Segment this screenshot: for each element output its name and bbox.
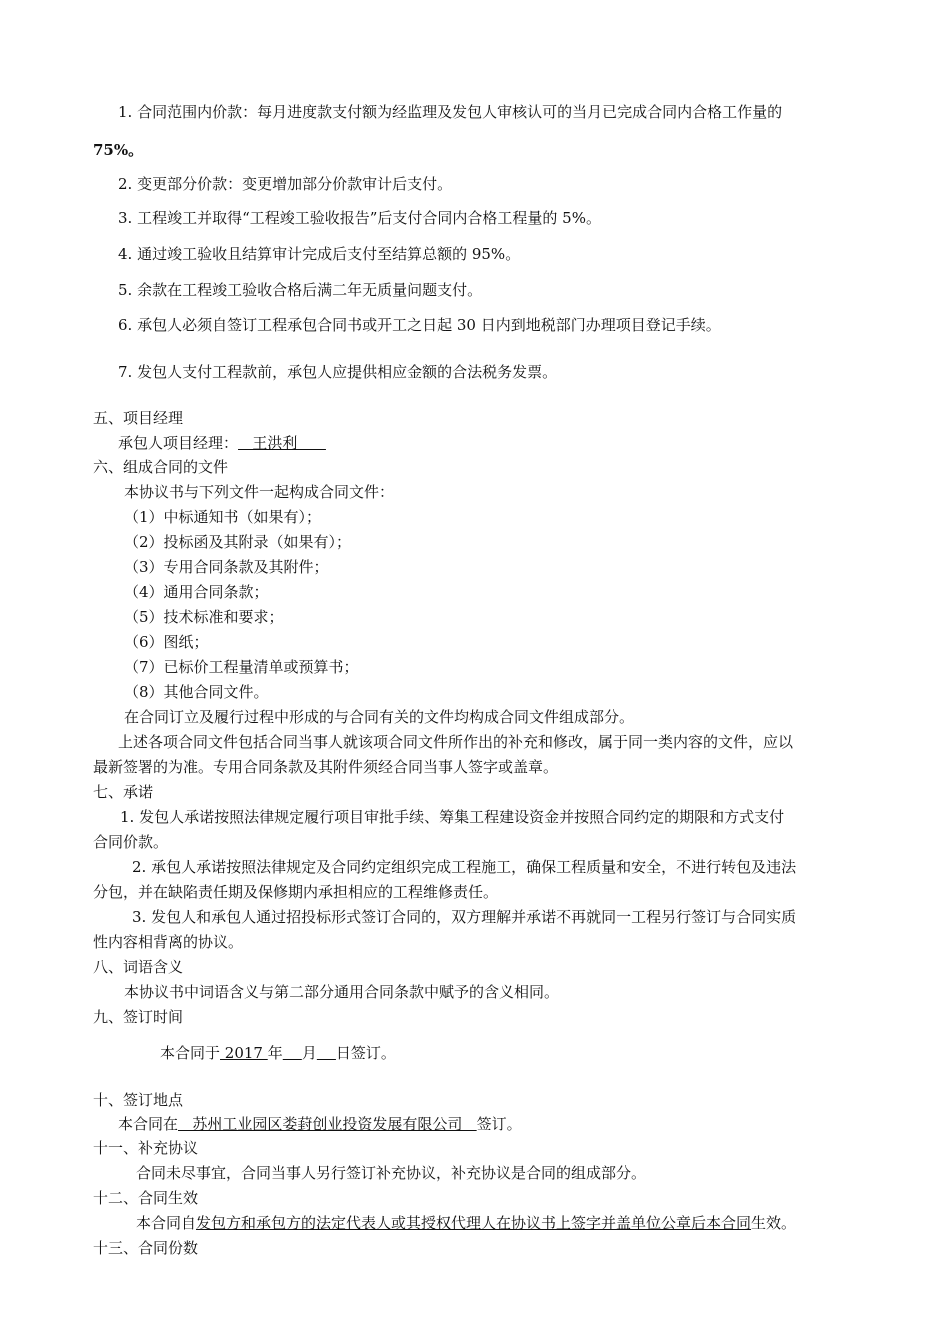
section-6-para-2-cont: 最新签署的为准。专用合同条款及其附件须经合同当事人签字或盖章。 (93, 758, 559, 776)
commitment-3: 3. 发包人和承包人通过招投标形式签订合同的，双方理解并承诺不再就同一工程另行签订与合同实质 (132, 908, 797, 926)
payment-item-4: 4. 通过竣工验收且结算审计完成后支付至结算总额的 95%。 (118, 245, 521, 263)
commitment-1-cont: 合同价款。 (93, 833, 169, 851)
commitment-1: 1. 发包人承诺按照法律规定履行项目审批手续、筹集工程建设资金并按照合同约定的期限和方式支付 (120, 808, 785, 826)
section-11-heading: 十一、补充协议 (93, 1139, 199, 1157)
contract-doc-item: （3）专用合同条款及其附件； (124, 558, 329, 576)
payment-item-1-cont: 75%。 (93, 141, 144, 159)
payment-item-6: 6. 承包人必须自签订工程承包合同书或开工之日起 30 日内到地税部门办理项目登记手续。 (118, 316, 721, 334)
effectiveness-condition: 发包方和承包方的法定代表人或其授权代理人在协议书上签字并盖单位公章后本合同 (196, 1214, 752, 1232)
contract-doc-item: （1）中标通知书（如果有）； (124, 508, 322, 526)
signing-place-prefix: 本合同在 (118, 1115, 179, 1133)
payment-item-2: 2. 变更部分价款：变更增加部分价款审计后支付。 (118, 175, 453, 193)
section-6-para-2: 上述各项合同文件包括合同当事人就该项合同文件所作出的补充和修改，属于同一类内容的文件，应以 (118, 733, 794, 751)
effectiveness-line (136, 1213, 796, 1233)
signing-month-blank (283, 1044, 302, 1062)
signing-place: 苏州工业园区娄葑创业投资发展有限公司 (178, 1115, 477, 1133)
commitment-2: 2. 承包人承诺按照法律规定及合同约定组织完成工程施工，确保工程质量和安全，不进行转包及违法 (132, 858, 797, 876)
section-12-heading: 十二、合同生效 (93, 1189, 199, 1207)
project-manager-name: 王洪利 (238, 434, 326, 452)
contract-doc-item: （5）技术标准和要求； (124, 608, 284, 626)
section-8-text: 本协议书中词语含义与第二部分通用合同条款中赋予的含义相同。 (124, 983, 560, 1001)
commitment-2-cont: 分包，并在缺陷责任期及保修期内承担相应的工程维修责任。 (93, 883, 499, 901)
effectiveness-prefix: 本合同自 (136, 1214, 197, 1232)
payment-item-7: 7. 发包人支付工程款前，承包人应提供相应金额的合法税务发票。 (118, 363, 558, 381)
payment-item-5: 5. 余款在工程竣工验收合格后满二年无质量问题支付。 (118, 281, 483, 299)
signing-day-blank (317, 1044, 336, 1062)
signing-date-line (160, 1043, 396, 1063)
section-11-text: 合同未尽事宜，合同当事人另行签订补充协议，补充协议是合同的组成部分。 (136, 1164, 647, 1182)
effectiveness-suffix: 生效。 (751, 1214, 797, 1232)
section-6-intro: 本协议书与下列文件一起构成合同文件： (124, 483, 395, 501)
payment-item-3: 3. 工程竣工并取得“工程竣工验收报告”后支付合同内合格工程量的 5%。 (118, 209, 601, 227)
section-5-heading: 五、项目经理 (93, 409, 184, 427)
project-manager-label: 承包人项目经理： (118, 434, 239, 452)
contract-doc-item: （8）其他合同文件。 (124, 683, 269, 701)
signing-year: 2017 (220, 1044, 268, 1062)
day-suffix: 日签订。 (335, 1044, 396, 1062)
section-8-heading: 八、词语含义 (93, 958, 184, 976)
section-10-heading: 十、签订地点 (93, 1091, 184, 1109)
signing-date-prefix: 本合同于 (160, 1044, 221, 1062)
signing-place-suffix: 签订。 (476, 1115, 522, 1133)
contract-doc-item: （6）图纸； (124, 633, 209, 651)
contract-doc-item: （4）通用合同条款； (124, 583, 269, 601)
section-6-para-1: 在合同订立及履行过程中形成的与合同有关的文件均构成合同文件组成部分。 (124, 708, 635, 726)
contract-doc-item: （2）投标函及其附录（如果有）； (124, 533, 352, 551)
contract-doc-item: （7）已标价工程量清单或预算书； (124, 658, 359, 676)
section-9-heading: 九、签订时间 (93, 1008, 184, 1026)
month-suffix: 月 (301, 1044, 317, 1062)
section-6-heading: 六、组成合同的文件 (93, 458, 229, 476)
signing-place-line (118, 1114, 522, 1134)
project-manager-line (118, 433, 326, 453)
section-13-heading: 十三、合同份数 (93, 1239, 199, 1257)
year-suffix: 年 (267, 1044, 283, 1062)
section-7-heading: 七、承诺 (93, 783, 154, 801)
commitment-3-cont: 性内容相背离的协议。 (93, 933, 244, 951)
payment-item-1: 1. 合同范围内价款：每月进度款支付额为经监理及发包人审核认可的当月已完成合同内合格工作量的 (118, 103, 783, 121)
